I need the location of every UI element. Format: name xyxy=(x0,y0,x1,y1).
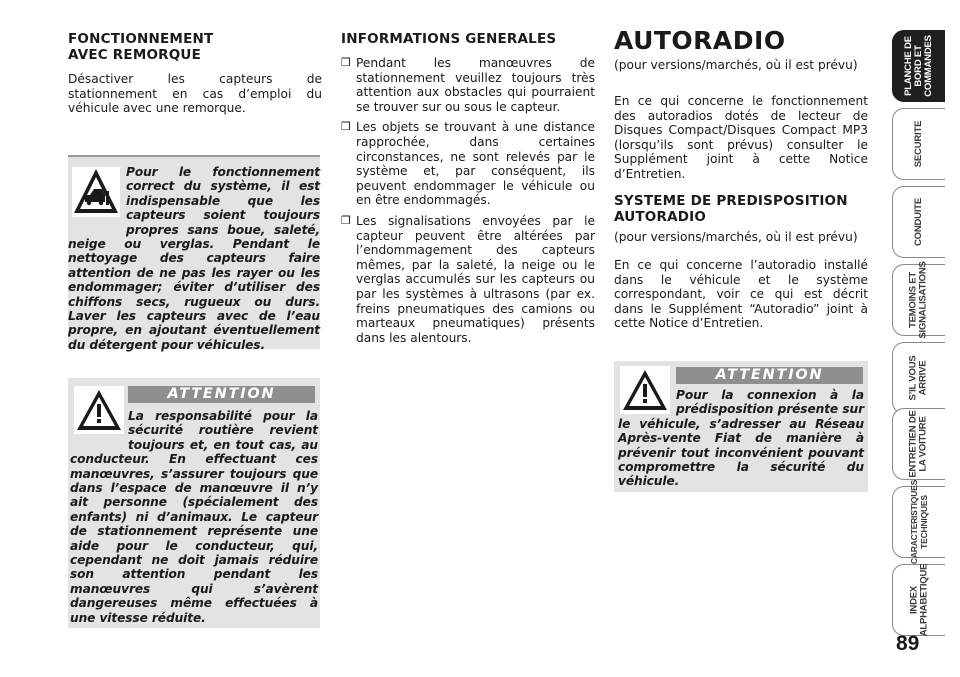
tab-label-line: ENTRETIEN DE xyxy=(908,410,919,478)
checkbox-bullet-icon: ❒ xyxy=(341,213,351,227)
tab-label-line: ALPHABETIQUE xyxy=(918,563,929,637)
bullet-list xyxy=(341,56,595,351)
tab-label-line: SIGNALISATIONS xyxy=(918,261,929,339)
tab-label xyxy=(909,564,929,637)
bullet-text: Pendant les manœuvres de stationnement veuillez toujours très attention aux obstacles qui pourraient se trouver sur ou sous le capteur. xyxy=(356,56,595,114)
attention-banner: ATTENTION xyxy=(128,386,315,403)
tab-entretien[interactable] xyxy=(892,408,945,480)
tab-label-line: BORD ET xyxy=(913,45,925,87)
tab-temoins[interactable] xyxy=(892,261,945,339)
heading-line: AVEC REMORQUE xyxy=(68,47,201,63)
section-heading-remorque xyxy=(68,31,322,63)
attention-box-left xyxy=(68,378,320,628)
tab-label-line: INDEX xyxy=(908,585,919,615)
bullet-text: Les signalisations envoyées par le capteur peuvent être altérées par l’endommagement des capteurs mêmes, par la saleté, la neige ou le verglas accumulés sur les capteurs ou par les systèmes à ultrasons (par ex. freins pneumatiques des camions ou marteaux pneumatiques) présents dans les alentours. xyxy=(356,213,595,345)
tab-label-line: SECURITE xyxy=(913,120,924,168)
checkbox-bullet-icon: ❒ xyxy=(341,56,351,69)
page-title: AUTORADIO xyxy=(614,26,786,55)
list-item xyxy=(341,56,595,114)
tab-label xyxy=(904,35,934,97)
attention-box-right xyxy=(614,361,868,492)
attention-banner: ATTENTION xyxy=(676,367,863,384)
bullet-text: Les objets se trouvant à une distance rapprochée, dans certaines circonstances, ne sont relevés par le système et, par conséquent, ils peuvent endommager le véhicule ou en être endommagés. xyxy=(356,120,595,208)
cleaning-note-text xyxy=(68,165,320,352)
attention-text-right xyxy=(618,388,864,489)
attention-text-left xyxy=(70,409,318,625)
title-subtitle: (pour versions/marchés, où il est prévu) xyxy=(614,58,858,72)
heading-line: FONCTIONNEMENT xyxy=(68,31,214,47)
list-item xyxy=(341,120,595,208)
tab-label xyxy=(909,480,929,564)
tab-sil-vous-arrive[interactable] xyxy=(892,342,945,414)
tab-caracteristiques[interactable] xyxy=(892,479,945,565)
tab-label-line: COMMANDES xyxy=(923,35,935,97)
tab-planche-de-bord[interactable] xyxy=(892,30,945,102)
section-heading-predisposition xyxy=(614,193,868,225)
heading-line: SYSTEME DE PREDISPOSITION xyxy=(614,193,848,209)
cleaning-note-content: Pour le fonctionnement correct du système, il est indispensable que les capteurs soient toujours propres sans boue, saleté, neige ou verglas. Pendant le nettoyage des capteurs faire attention de ne pas les rayer ou les endommager; éviter d’utiliser des chiffons secs, rugueux ou durs. Laver les capteurs avec de l’eau propre, en ajoutant éventuellement du détergent pour véhicules. xyxy=(68,165,320,352)
remorque-paragraph: Désactiver les capteurs de stationnement en cas d’emploi du véhicule avec une remorque. xyxy=(68,72,322,116)
autoradio-paragraph: En ce qui concerne le fonctionnement des autoradios dotés de lecteur de Disques Compact/Disques Compact MP3 (lorsqu’ils sont prévus) consulter le Supplément joint à cette Notice d’Entretien. xyxy=(614,94,868,181)
attention-content-left: La responsabilité pour la sécurité routière revient toujours et, en tout cas, au conducteur. En effectuant ces manœuvres, s’assurer toujours que dans l’espace de manœuvre il n’y ait personne (spécialement des enfants) ni d’animaux. Le capteur de stationnement représente une aide pour le conducteur, qui, cependant ne doit jamais réduire son attention pendant les manœuvres qui s’avèrent dangereuses même effectuées à une vitesse réduite. xyxy=(70,409,318,625)
tab-label xyxy=(914,121,924,167)
section-heading-infos: INFORMATIONS GENERALES xyxy=(341,31,557,47)
tab-label-line: LA VOITURE xyxy=(918,416,929,472)
predisposition-subtitle: (pour versions/marchés, où il est prévu) xyxy=(614,230,858,244)
tab-label-line: CONDUITE xyxy=(912,197,924,247)
list-item xyxy=(341,214,595,345)
tab-label-line: PLANCHE DE xyxy=(903,36,915,96)
tab-label-line: S’IL VOUS xyxy=(907,355,919,401)
tab-label xyxy=(909,410,929,477)
tab-label-line: CARACTERISTIQUES xyxy=(909,479,920,565)
tab-label xyxy=(909,355,929,400)
tab-label-line: TEMOINS ET xyxy=(908,271,919,329)
tab-conduite[interactable] xyxy=(892,186,945,258)
tab-securite[interactable] xyxy=(892,108,945,180)
page-number: 89 xyxy=(896,632,920,655)
tab-label-line: ARRIVE xyxy=(917,360,929,396)
tab-index[interactable] xyxy=(892,564,945,636)
tab-label xyxy=(914,198,924,246)
heading-line: AUTORADIO xyxy=(614,209,707,225)
predisposition-paragraph: En ce qui concerne l’autoradio installé dans le véhicule et le système correspondant, voir ce qui est décrit dans le Supplément “Autoradio” joint à cette Notice d’Entretien. xyxy=(614,258,868,331)
checkbox-bullet-icon: ❒ xyxy=(341,120,351,134)
tab-label-line: TECHNIQUES xyxy=(919,495,930,549)
attention-content-right: Pour la connexion à la prédisposition présente sur le véhicule, s’adresser au Réseau Après-vente Fiat de manière à prévenir tout inconvénient pouvant compromettre la sécurité du véhicule. xyxy=(618,388,864,489)
tab-label xyxy=(909,261,929,338)
cleaning-note-box xyxy=(68,157,320,352)
